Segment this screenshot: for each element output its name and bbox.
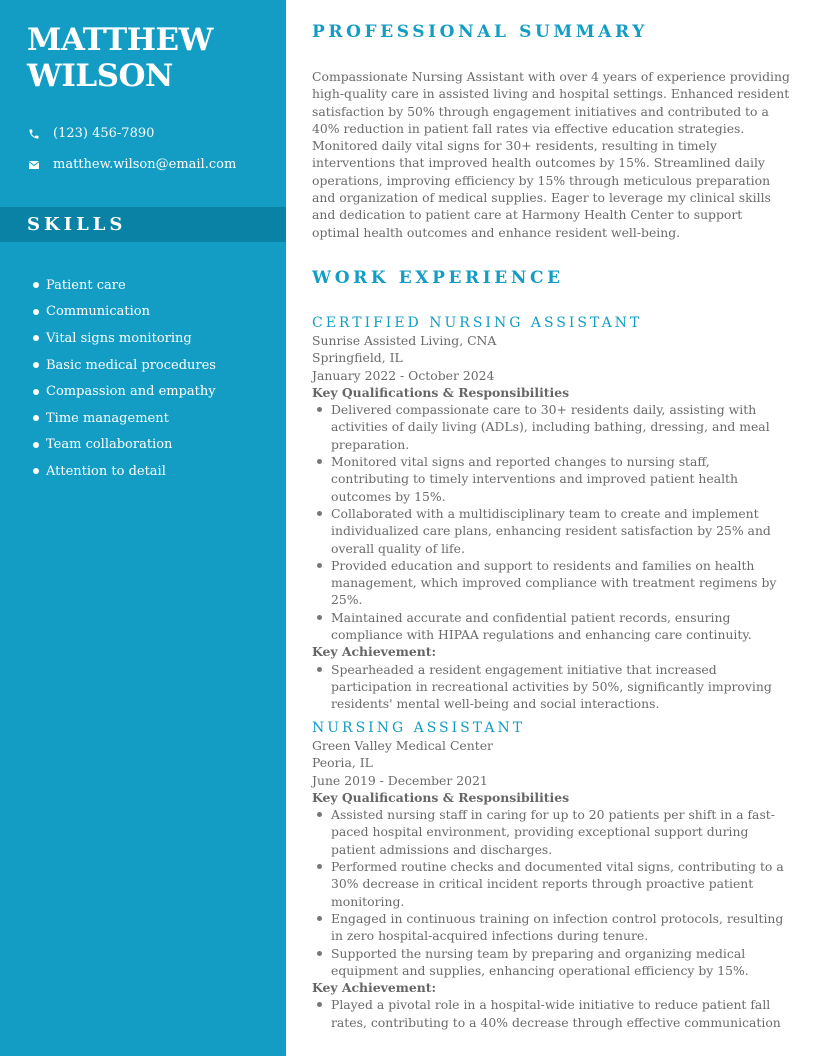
job-dates: January 2022 - October 2024 bbox=[312, 367, 495, 383]
list-item: Provided education and support to residents and families on health management, which improved compliance with treatment regimens by 25%. bbox=[312, 557, 790, 609]
achievements-list bbox=[312, 661, 790, 713]
bullet-icon bbox=[317, 667, 322, 672]
bullet-icon bbox=[33, 415, 39, 421]
bullet-icon bbox=[33, 362, 39, 368]
bullet-icon bbox=[317, 812, 322, 817]
list-item: Engaged in continuous training on infection control protocols, resulting in zero hospital-acquired infections during tenure. bbox=[312, 910, 790, 945]
skills-title: SKILLS bbox=[27, 214, 127, 235]
responsibilities-list bbox=[312, 806, 790, 979]
candidate-name bbox=[27, 22, 277, 94]
envelope-icon bbox=[27, 158, 41, 172]
skills-header-band bbox=[0, 207, 286, 242]
experience-title: WORK EXPERIENCE bbox=[312, 268, 564, 288]
bullet-icon bbox=[317, 563, 322, 568]
bullet-icon bbox=[33, 389, 39, 395]
summary-title: PROFESSIONAL SUMMARY bbox=[312, 22, 648, 42]
qualifications-label: Key Qualifications & Responsibilities bbox=[312, 384, 570, 400]
bullet-icon bbox=[317, 864, 322, 869]
job-entry bbox=[312, 314, 790, 713]
bullet-icon bbox=[317, 459, 322, 464]
summary-text: Compassionate Nursing Assistant with over 4 years of experience providing high-quality care in assisted living and hospital settings. Enhanced resident satisfaction by 50% through engagement initiatives and contributed to a 40% reduction in patient fall rates via effective education strategies. Monitored daily vital signs for 30+ residents, resulting in timely interventions that improved health outcomes by 15%. Streamlined daily operations, improving efficiency by 15% through meticulous preparation and organization of medical supplies. Eager to leverage my clinical skills and dedication to patient care at Harmony Health Center to support optimal health outcomes and enhance resident well-being. bbox=[312, 69, 790, 240]
list-item: Spearheaded a resident engagement initiative that increased participation in recreational activities by 50%, significantly improving residents' mental well-being and social interactions. bbox=[312, 661, 790, 713]
bullet-icon bbox=[33, 335, 39, 341]
email-address: matthew.wilson@email.com bbox=[53, 157, 237, 172]
job-company: Green Valley Medical Center bbox=[312, 738, 493, 753]
responsibilities-list bbox=[312, 401, 790, 643]
bullet-icon bbox=[317, 1002, 322, 1007]
list-item: Delivered compassionate care to 30+ residents daily, assisting with activities of daily living (ADLs), including bathing, dressing, and meal preparation. bbox=[312, 401, 790, 453]
phone-number: (123) 456-7890 bbox=[53, 126, 155, 141]
list-item: Played a pivotal role in a hospital-wide initiative to reduce patient fall rates, contributing to a 40% decrease through effective communication bbox=[312, 996, 790, 1031]
bullet-icon bbox=[317, 511, 322, 516]
list-item: Assisted nursing staff in caring for up to 20 patients per shift in a fast-paced hospital environment, providing exceptional support during patient admissions and discharges. bbox=[312, 806, 790, 858]
skill-item: Attention to detail bbox=[33, 458, 216, 485]
list-item: Collaborated with a multidisciplinary team to create and implement individualized care plans, enhancing resident satisfaction by 25% and overall quality of life. bbox=[312, 505, 790, 557]
last-name: WILSON bbox=[27, 58, 173, 94]
qualifications-label: Key Qualifications & Responsibilities bbox=[312, 789, 570, 805]
list-item: Performed routine checks and documented vital signs, contributing to a 30% decrease in critical incident reports through proactive patient monitoring. bbox=[312, 858, 790, 910]
bullet-icon bbox=[33, 468, 39, 474]
phone-icon bbox=[27, 127, 41, 141]
bullet-icon bbox=[317, 916, 322, 921]
job-company: Sunrise Assisted Living, CNA bbox=[312, 333, 497, 348]
job-title: CERTIFIED NURSING ASSISTANT bbox=[312, 315, 643, 331]
job-location: Springfield, IL bbox=[312, 350, 403, 366]
bullet-icon bbox=[317, 407, 322, 412]
achievement-label: Key Achievement: bbox=[312, 644, 437, 660]
bullet-icon bbox=[33, 442, 39, 448]
contact-phone bbox=[27, 126, 154, 141]
skill-item: Communication bbox=[33, 299, 216, 326]
skill-item: Patient care bbox=[33, 272, 216, 299]
job-location: Peoria, IL bbox=[312, 755, 373, 771]
skill-item: Time management bbox=[33, 405, 216, 432]
list-item: Supported the nursing team by preparing and organizing medical equipment and supplies, enhancing operational efficiency by 15%. bbox=[312, 945, 790, 980]
job-dates: June 2019 - December 2021 bbox=[312, 772, 488, 788]
list-item: Monitored vital signs and reported changes to nursing staff, contributing to timely interventions and improved patient health outcomes by 15%. bbox=[312, 453, 790, 505]
bullet-icon bbox=[33, 282, 39, 288]
achievements-list bbox=[312, 996, 790, 1031]
bullet-icon bbox=[317, 951, 322, 956]
list-item: Maintained accurate and confidential patient records, ensuring compliance with HIPAA regulations and enhancing care continuity. bbox=[312, 609, 790, 644]
sidebar bbox=[0, 0, 286, 1056]
skill-item: Compassion and empathy bbox=[33, 378, 216, 405]
job-entry bbox=[312, 719, 790, 1031]
bullet-icon bbox=[317, 615, 322, 620]
contact-email bbox=[27, 157, 236, 172]
skills-list bbox=[33, 272, 216, 485]
skill-item: Basic medical procedures bbox=[33, 352, 216, 379]
skill-item: Vital signs monitoring bbox=[33, 325, 216, 352]
job-title: NURSING ASSISTANT bbox=[312, 720, 526, 736]
skill-item: Team collaboration bbox=[33, 432, 216, 459]
first-name: MATTHEW bbox=[27, 22, 213, 58]
achievement-label: Key Achievement: bbox=[312, 980, 437, 996]
bullet-icon bbox=[33, 309, 39, 315]
